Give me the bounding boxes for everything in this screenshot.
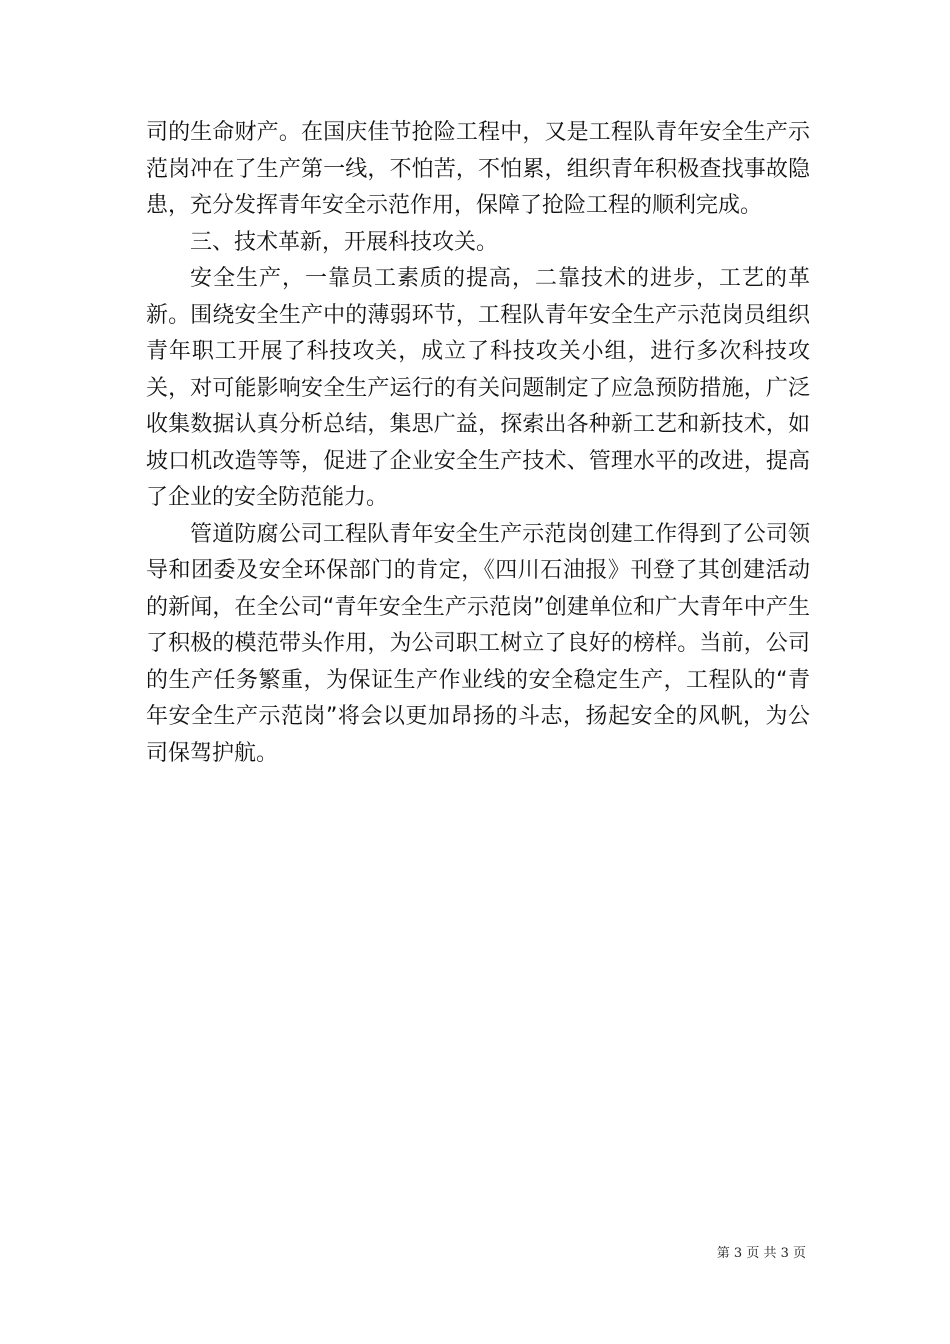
page-number: 第 3 页 共 3 页 xyxy=(716,1246,806,1261)
section-heading: 三、技术革新，开展科技攻关。 xyxy=(190,229,499,255)
paragraph-tech-innovation: 安全生产，一靠员工素质的提高，二靠技术的进步，工艺的革新。围绕安全生产中的薄弱环节，工程队青年安全生产示范岗员组织青年职工开展了科技攻关，成立了科技攻关小组，进行多次科技攻关，对可能影响安全生产运行的有关问题制定了应急预防措施，广泛收集数据认真分析总结，集思广益，探索出各种新工艺和新技术，如坡口机改造等等，促进了企业安全生产技术、管理水平的改进，提高了企业的安全防范能力。 xyxy=(146,266,810,510)
document-body xyxy=(146,115,810,772)
paragraph-conclusion: 管道防腐公司工程队青年安全生产示范岗创建工作得到了公司领导和团委及安全环保部门的肯定，《四川石油报》刊登了其创建活动的新闻，在全公司“青年安全生产示范岗”创建单位和广大青年中产生了积极的模范带头作用，为公司职工树立了良好的榜样。当前，公司的生产任务繁重，为保证生产作业线的安全稳定生产，工程队的“青年安全生产示范岗”将会以更加昂扬的斗志，扬起安全的风帆，为公司保驾护航。 xyxy=(146,521,810,766)
paragraph-continuation: 司的生命财产。在国庆佳节抢险工程中，又是工程队青年安全生产示范岗冲在了生产第一线，不怕苦，不怕累，组织青年积极查找事故隐患，充分发挥青年安全示范作用，保障了抢险工程的顺利完成。 xyxy=(146,120,810,218)
